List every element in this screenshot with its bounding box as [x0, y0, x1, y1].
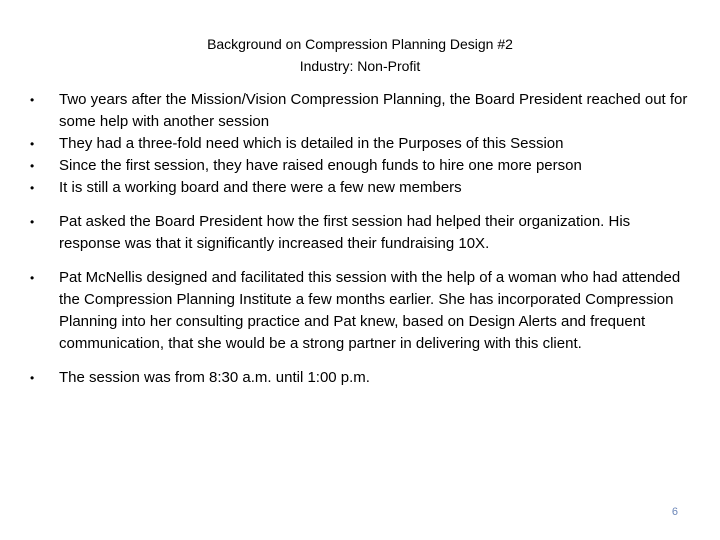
list-item-text: They had a three-fold need which is detailed in the Purposes of this Session [59, 135, 564, 152]
slide-title [0, 33, 720, 77]
bullet-list [30, 89, 690, 389]
bullet-icon: • [30, 181, 35, 195]
list-item-text: Pat asked the Board President how the first session had helped their organization. His response was that it significantly increased their fundraising 10X. [59, 213, 631, 252]
title-line-2: Industry: Non-Profit [299, 58, 421, 74]
bullet-icon: • [30, 215, 35, 229]
list-item [30, 177, 690, 199]
page-number: 6 [671, 506, 678, 518]
bullet-icon: • [30, 137, 35, 151]
bullet-group [30, 367, 690, 389]
list-item [30, 267, 690, 355]
bullet-group [30, 89, 690, 199]
list-item [30, 133, 690, 155]
bullet-icon: • [30, 93, 35, 107]
list-item [30, 211, 690, 255]
bullet-icon: • [30, 159, 35, 173]
bullet-icon: • [30, 271, 35, 285]
list-item-text: Two years after the Mission/Vision Compression Planning, the Board President reached out for some help with another session [59, 91, 688, 130]
title-line-1: Background on Compression Planning Design #2 [207, 36, 513, 52]
list-item-text: Since the first session, they have raised enough funds to hire one more person [59, 157, 582, 174]
list-item [30, 89, 690, 133]
list-item-text: The session was from 8:30 a.m. until 1:00 p.m. [59, 369, 370, 386]
list-item-text: Pat McNellis designed and facilitated this session with the help of a woman who had attended the Compression Planning Institute a few months earlier. She has incorporated Compression Planning into her consulting practice and Pat knew, based on Design Alerts and frequent communication, that she would be a strong partner in delivering with this client. [59, 269, 681, 352]
list-item [30, 367, 690, 389]
bullet-group [30, 211, 690, 255]
list-item [30, 155, 690, 177]
bullet-icon: • [30, 371, 35, 385]
bullet-group [30, 267, 690, 355]
list-item-text: It is still a working board and there were a few new members [59, 179, 462, 196]
